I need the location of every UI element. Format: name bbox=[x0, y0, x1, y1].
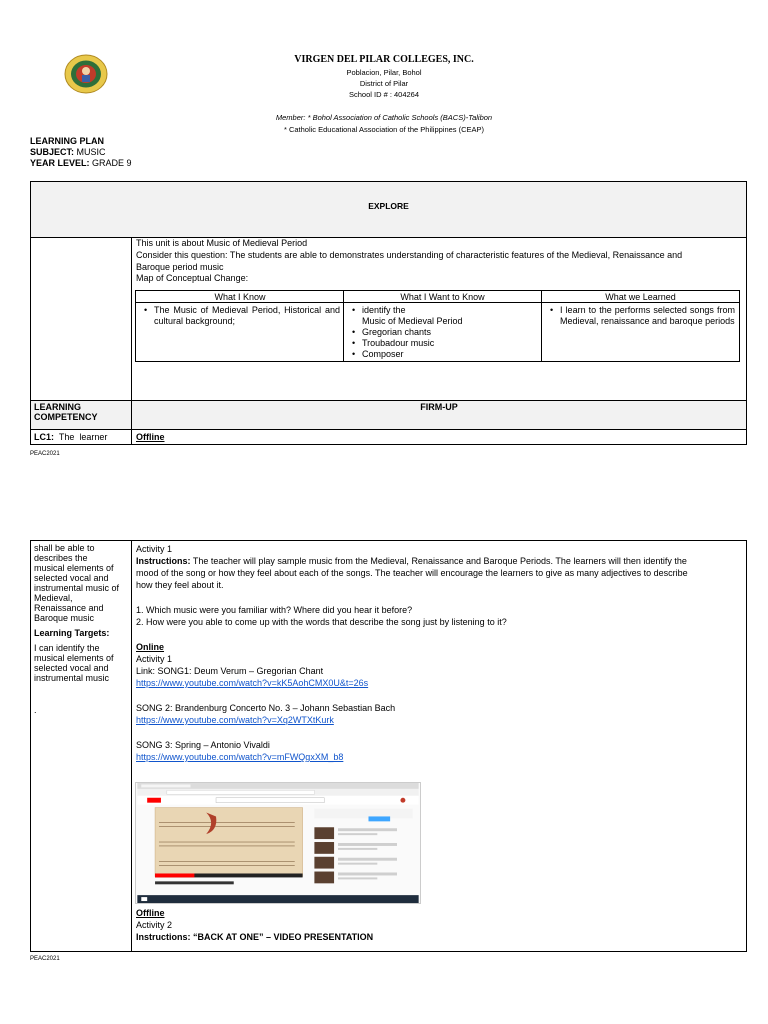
target-line: selected vocal and bbox=[34, 663, 109, 673]
school-name: VIRGEN DEL PILAR COLLEGES, INC. bbox=[294, 54, 474, 65]
song-2-title: SONG 2: Brandenburg Concerto No. 3 – Johann Sebastian Bach bbox=[136, 703, 396, 713]
firmup-header: FIRM-UP bbox=[420, 402, 458, 412]
want-item: • Gregorian chants bbox=[344, 327, 541, 338]
dot: . bbox=[34, 705, 37, 715]
competency-line: describes the bbox=[34, 553, 88, 563]
activity-1-label: Activity 1 bbox=[136, 544, 173, 554]
address-line-2: District of Pilar bbox=[359, 79, 409, 88]
explore-intro-2: Consider this question: The students are able to demonstrates understanding of characteristic features of the Medieval, Renaissance and bbox=[136, 250, 683, 260]
subject-label: SUBJECT: bbox=[30, 147, 75, 157]
footer-label: PEAC2021 bbox=[30, 451, 60, 457]
school-id: School ID # : 404264 bbox=[348, 90, 420, 99]
table-divider bbox=[131, 540, 132, 952]
competency-line: musical elements of bbox=[34, 563, 114, 573]
offline-heading-1: Offline bbox=[136, 432, 165, 442]
competency-header: LEARNING COMPETENCY bbox=[34, 402, 98, 422]
youtube-screenshot-image bbox=[135, 782, 421, 904]
target-line: musical elements of bbox=[34, 653, 114, 663]
explore-intro-1: This unit is about Music of Medieval Period bbox=[136, 238, 308, 248]
competency-line: Renaissance and bbox=[34, 603, 104, 613]
subject-value: MUSIC bbox=[74, 147, 106, 157]
learned-header: What we Learned bbox=[542, 291, 739, 303]
instructions-line-1 bbox=[136, 556, 742, 566]
subject-line bbox=[30, 147, 106, 157]
footer-label-2: PEAC2021 bbox=[30, 956, 60, 962]
song-1-title: Link: SONG1: Deum Verum – Gregorian Chant bbox=[136, 666, 324, 676]
song-1-link[interactable]: https://www.youtube.com/watch?v=kK5AohCMX0U&t=26s bbox=[136, 678, 369, 688]
learned-item: • I learn to the performs selected songs from Medieval, renaissance and baroque periods bbox=[542, 305, 739, 327]
song-3-link[interactable]: https://www.youtube.com/watch?v=mFWQgxXM_b8 bbox=[136, 752, 344, 762]
competency-line: selected vocal and bbox=[34, 573, 109, 583]
want-item: • identify the bbox=[344, 305, 541, 316]
competency-line: shall be able to bbox=[34, 543, 95, 553]
year-level-label: YEAR LEVEL: bbox=[30, 158, 90, 168]
competency-line: instrumental music of bbox=[34, 583, 120, 593]
know-column bbox=[136, 291, 344, 361]
competency-line: Medieval, bbox=[34, 593, 73, 603]
explore-intro-4: Map of Conceptual Change: bbox=[136, 273, 249, 283]
want-header: What I Want to Know bbox=[344, 291, 541, 303]
conceptual-change-table bbox=[135, 290, 740, 362]
table-divider bbox=[30, 429, 747, 430]
explore-heading: EXPLORE bbox=[31, 182, 746, 238]
instructions-line-2: mood of the song or how they feel about each of the songs. The teacher will encourage the learners to give as many adjectives to describe bbox=[136, 568, 688, 578]
song-3-title: SONG 3: Spring – Antonio Vivaldi bbox=[136, 740, 270, 750]
know-header: What I Know bbox=[136, 291, 344, 303]
plan-title: LEARNING PLAN bbox=[30, 136, 104, 146]
target-line: I can identify the bbox=[34, 643, 100, 653]
instructions-2-heading: Instructions: “BACK AT ONE” – VIDEO PRESENTATION bbox=[136, 932, 374, 942]
year-level-line bbox=[30, 158, 132, 168]
learned-column bbox=[542, 291, 739, 361]
want-column bbox=[344, 291, 541, 361]
explore-intro-3: Baroque period music bbox=[136, 262, 224, 272]
want-item-cont: Music of Medieval Period bbox=[362, 316, 463, 326]
online-heading: Online bbox=[136, 642, 165, 652]
question-2: 2. How were you able to come up with the words that describe the song just by listening to it? bbox=[136, 617, 507, 627]
want-item: • Troubadour music bbox=[344, 338, 541, 349]
lc1-start: LC1: The learner bbox=[34, 432, 108, 442]
year-level-value: GRADE 9 bbox=[89, 158, 132, 168]
know-item: • The Music of Medieval Period, Historical and cultural background; bbox=[136, 305, 344, 327]
online-activity-label: Activity 1 bbox=[136, 654, 173, 664]
question-1: 1. Which music were you familiar with? Where did you hear it before? bbox=[136, 605, 413, 615]
learning-targets-label: Learning Targets: bbox=[34, 628, 110, 638]
activity-2-label: Activity 2 bbox=[136, 920, 173, 930]
instructions-line-3: how they feel about it. bbox=[136, 580, 224, 590]
song-2-link[interactable]: https://www.youtube.com/watch?v=Xq2WTXtKurk bbox=[136, 715, 334, 725]
target-line: instrumental music bbox=[34, 673, 110, 683]
instructions-label: Instructions: bbox=[136, 556, 191, 566]
address-line-1: Poblacion, Pilar, Bohol bbox=[346, 68, 422, 77]
ceap-line: * Catholic Educational Association of the Philippines (CEAP) bbox=[283, 125, 485, 134]
instructions-text: The teacher will play sample music from the Medieval, Renaissance and Baroque Periods. The learners will then identify the bbox=[190, 556, 687, 566]
offline-heading-2: Offline bbox=[136, 908, 165, 918]
competency-text bbox=[34, 543, 128, 715]
want-item: • Composer bbox=[344, 349, 541, 360]
competency-line: Baroque music bbox=[34, 613, 95, 623]
member-line: Member: * Bohol Association of Catholic Schools (BACS)-Talibon bbox=[275, 113, 493, 122]
